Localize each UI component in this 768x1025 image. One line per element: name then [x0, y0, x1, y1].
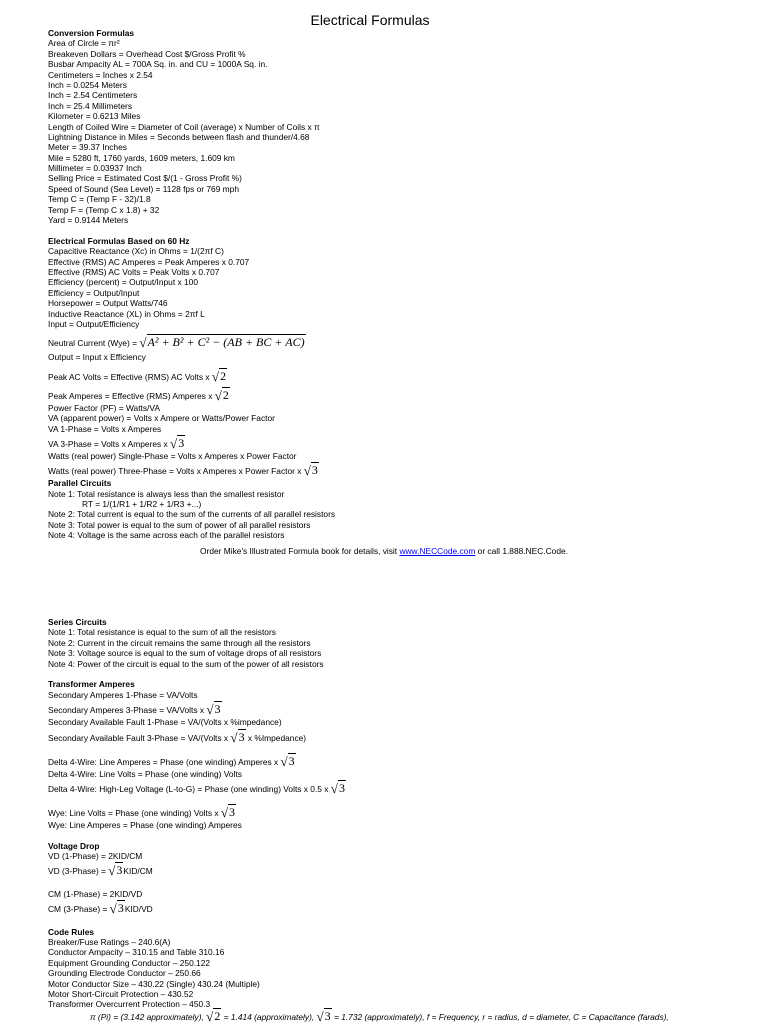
- hz60-line: Horsepower = Output Watts/746: [48, 298, 168, 309]
- parallel-rt: RT = 1/(1/R1 + 1/R2 + 1/R3 +...): [82, 499, 202, 510]
- hz60-line: Efficiency = Output/Input: [48, 287, 140, 298]
- output-line: Output = Input x Efficiency: [48, 352, 146, 363]
- conversion-line: Centimeters = Inches x 2.54: [48, 69, 153, 80]
- parallel-note4: Note 4: Voltage is the same across each of the parallel resistors: [48, 530, 285, 541]
- parallel-note3: Note 3: Total power is equal to the sum of power of all parallel resistors: [48, 519, 311, 530]
- conversion-line: Lightning Distance in Miles = Seconds between flash and thunder/4.68: [48, 131, 310, 142]
- watts3-line: Watts (real power) Three-Phase = Volts x Amperes x Power Factor x √3: [48, 463, 318, 479]
- series-line: Note 2: Current in the circuit remains the same through all the resistors: [48, 637, 311, 648]
- conversion-line: Inch = 0.0254 Meters: [48, 79, 127, 90]
- watts1-line: Watts (real power) Single-Phase = Volts x Amperes x Power Factor: [48, 450, 297, 461]
- order-line: Order Mike's Illustrated Formula book for details, visit www.NECCode.com or call 1.888.NEC.Code.: [200, 546, 568, 556]
- hz60-heading: Electrical Formulas Based on 60 Hz: [48, 235, 190, 246]
- code-heading: Code Rules: [48, 926, 95, 937]
- code-rule-line: Motor Short-Circuit Protection – 430.52: [48, 988, 194, 999]
- code-rule-line: Grounding Electrode Conductor – 250.66: [48, 968, 201, 979]
- code-list: [48, 937, 748, 1010]
- cm1-line: CM (1-Phase) = 2KID/VD: [48, 888, 143, 899]
- hz60-line: Effective (RMS) AC Volts = Peak Volts x 0.707: [48, 266, 220, 277]
- peak-amps-line: Peak Amperes = Effective (RMS) Amperes x √2: [48, 387, 229, 403]
- hz60-line: Effective (RMS) AC Amperes = Peak Amperes x 0.707: [48, 256, 250, 267]
- series-line: Note 1: Total resistance is equal to the sum of all the resistors: [48, 627, 276, 638]
- code-rule-line: Equipment Grounding Conductor – 250.122: [48, 957, 211, 968]
- code-rule-line: Breaker/Fuse Ratings – 240.6(A): [48, 937, 171, 948]
- parallel-note1: Note 1: Total resistance is always less than the smallest resistor: [48, 488, 285, 499]
- hz60-line: Capacitive Reactance (Xc) in Ohms = 1/(2πf C): [48, 246, 224, 257]
- conversion-heading: Conversion Formulas: [48, 28, 135, 38]
- series-line: Note 3: Voltage source is equal to the sum of voltage drops of all resistors: [48, 648, 322, 659]
- conversion-line: Kilometer = 0.6213 Miles: [48, 111, 141, 122]
- conversion-line: Temp C = (Temp F - 32)/1.8: [48, 194, 151, 205]
- conversion-line: Temp F = (Temp C x 1.8) + 32: [48, 204, 160, 215]
- transformer-l9: Wye: Line Amperes = Phase (one winding) Amperes: [48, 819, 242, 830]
- series-line: Note 4: Power of the circuit is equal to the sum of the power of all resistors: [48, 658, 324, 669]
- hz60-line: Inductive Reactance (XL) in Ohms = 2πf L: [48, 308, 205, 319]
- hz60-line: Efficiency (percent) = Output/Input x 100: [48, 277, 198, 288]
- vd1-line: VD (1-Phase) = 2KID/CM: [48, 851, 143, 862]
- conversion-line: Meter = 39.37 Inches: [48, 142, 127, 153]
- neutral-formula: A² + B² + C² − (AB + BC + AC): [147, 335, 305, 350]
- conversion-line: Mile = 5280 ft, 1760 yards, 1609 meters, 1.609 km: [48, 152, 235, 163]
- transformer-l1: Secondary Amperes 1-Phase = VA/Volts: [48, 689, 198, 700]
- bottom-section: [48, 617, 748, 1010]
- code-rule-line: Conductor Ampacity – 310.15 and Table 310.16: [48, 947, 225, 958]
- vd3-line: VD (3-Phase) = √3KID/CM: [48, 863, 153, 879]
- series-list: [48, 627, 748, 669]
- conversion-line: Inch = 2.54 Centimeters: [48, 90, 138, 101]
- conversion-line: Length of Coiled Wire = Diameter of Coil (average) x Number of Coils x π: [48, 121, 320, 132]
- transformer-l3: Secondary Available Fault 1-Phase = VA/(Volts x %impedance): [48, 717, 282, 728]
- vdrop-heading: Voltage Drop: [48, 840, 100, 851]
- conversion-line: Speed of Sound (Sea Level) = 1128 fps or 769 mph: [48, 183, 239, 194]
- conversion-line: Area of Circle = πr²: [48, 38, 120, 49]
- pf-line: Power Factor (PF) = Watts/VA: [48, 402, 160, 413]
- neccode-link[interactable]: www.NECCode.com: [399, 546, 476, 556]
- hz60-line: Input = Output/Efficiency: [48, 318, 140, 329]
- transformer-l5: Delta 4-Wire: Line Amperes = Phase (one winding) Amperes x √3: [48, 753, 295, 769]
- code-rule-line: Transformer Overcurrent Protection – 450.3: [48, 999, 211, 1010]
- hz60-list: [48, 246, 748, 329]
- transformer-l6: Delta 4-Wire: Line Volts = Phase (one winding) Volts: [48, 768, 242, 779]
- code-rule-line: Motor Conductor Size – 430.22 (Single) 430.24 (Multiple): [48, 978, 260, 989]
- va1-line: VA 1-Phase = Volts x Amperes: [48, 423, 162, 434]
- parallel-heading: Parallel Circuits: [48, 478, 112, 489]
- neutral-current-line: Neutral Current (Wye) = √A² + B² + C² − (AB + BC + AC): [48, 335, 305, 351]
- conversion-line: Yard = 0.9144 Meters: [48, 215, 129, 226]
- va-line: VA (apparent power) = Volts x Ampere or Watts/Power Factor: [48, 413, 275, 424]
- peak-volts-line: Peak AC Volts = Effective (RMS) AC Volts x √2: [48, 368, 227, 384]
- series-heading: Series Circuits: [48, 617, 107, 627]
- transformer-l4: Secondary Available Fault 3-Phase = VA/(Volts x √3 x %Impedance): [48, 729, 307, 745]
- transformer-l7: Delta 4-Wire: High-Leg Voltage (L-to-G) = Phase (one winding) Volts x 0.5 x √3: [48, 780, 345, 796]
- page-title: Electrical Formulas: [310, 12, 430, 28]
- transformer-l8: Wye: Line Volts = Phase (one winding) Volts x √3: [48, 804, 236, 820]
- cm3-line: CM (3-Phase) = √3KID/VD: [48, 901, 153, 917]
- conversion-line: Breakeven Dollars = Overhead Cost $/Gross Profit %: [48, 48, 246, 59]
- conversion-line: Inch = 25.4 Millimeters: [48, 100, 133, 111]
- transformer-heading: Transformer Amperes: [48, 679, 135, 690]
- footnote: π (Pi) = (3.142 approximately), √2 = 1.414 (approximately), √3 = 1.732 (approximately), f = Frequency, r = radius, d = diameter, C = Capacitance (farads),: [90, 1009, 669, 1024]
- top-section: [48, 28, 748, 541]
- conversion-list: [48, 38, 748, 225]
- va3-line: VA 3-Phase = Volts x Amperes x √3: [48, 435, 185, 451]
- transformer-l2: Secondary Amperes 3-Phase = VA/Volts x √3: [48, 702, 221, 718]
- conversion-line: Busbar Ampacity AL = 700A Sq. in. and CU = 1000A Sq. in.: [48, 59, 268, 70]
- conversion-line: Millimeter = 0.03937 Inch: [48, 163, 142, 174]
- conversion-line: Selling Price = Estimated Cost $/(1 - Gross Profit %): [48, 173, 242, 184]
- parallel-note2: Note 2: Total current is equal to the sum of the currents of all parallel resistors: [48, 509, 336, 520]
